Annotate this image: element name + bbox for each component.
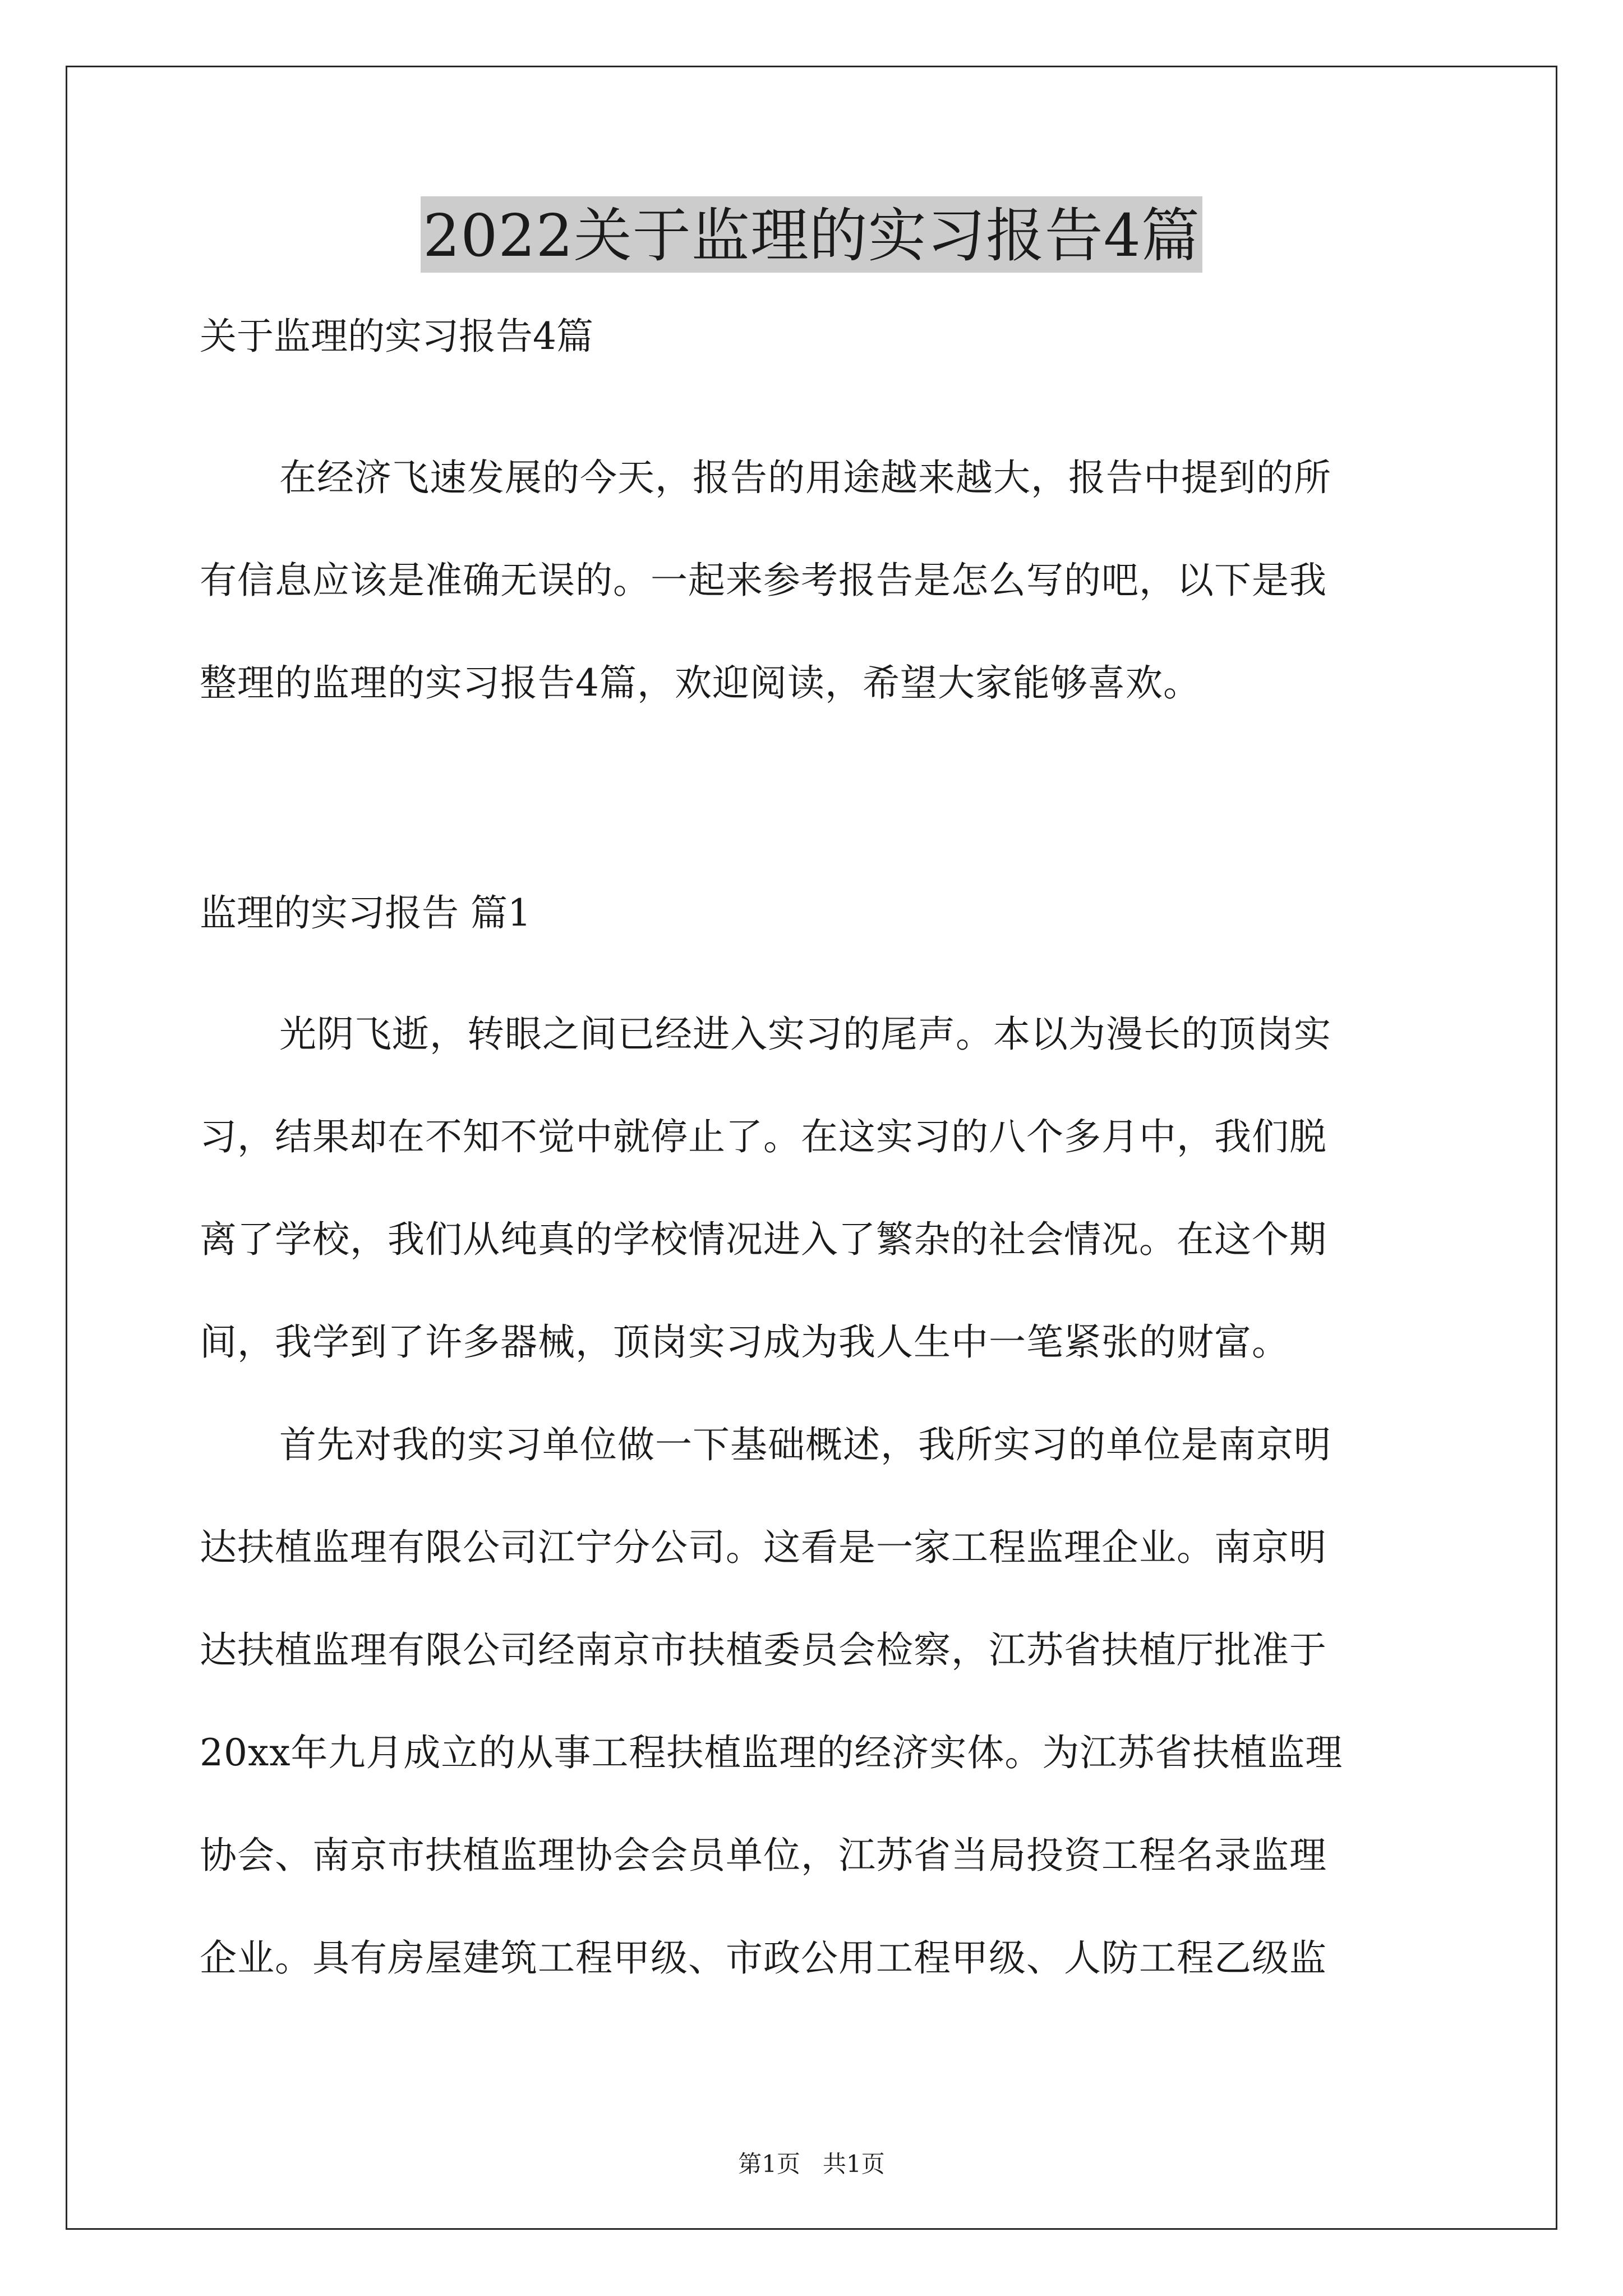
paragraph-line: 间，我学到了许多器械，顶岗实习成为我人生中一笔紧张的财富。 <box>200 1320 1289 1364</box>
intro-line: 在经济飞速发展的今天，报告的用途越来越大，报告中提到的所 <box>279 456 1331 499</box>
intro-line: 有信息应该是准确无误的。一起来参考报告是怎么写的吧，以下是我 <box>200 559 1327 602</box>
section-paragraph-1 <box>200 983 1428 1393</box>
paragraph-line: 首先对我的实习单位做一下基础概述，我所实习的单位是南京明 <box>279 1423 1331 1466</box>
intro-line: 整理的监理的实习报告4篇，欢迎阅读，希望大家能够喜欢。 <box>200 661 1201 705</box>
paragraph-line: 光阴飞逝，转眼之间已经进入实习的尾声。本以为漫长的顶岗实 <box>279 1013 1331 1056</box>
document-subtitle: 关于监理的实习报告4篇 <box>200 315 593 358</box>
paragraph-line: 20xx年九月成立的从事工程扶植监理的经济实体。为江苏省扶植监理 <box>200 1731 1343 1774</box>
section-heading: 监理的实习报告 篇1 <box>200 891 531 935</box>
page-footer: 第1页 共1页 <box>738 2150 885 2178</box>
paragraph-line: 达扶植监理有限公司经南京市扶植委员会检察，江苏省扶植厅批准于 <box>200 1628 1327 1672</box>
paragraph-line: 达扶植监理有限公司江宁分公司。这看是一家工程监理企业。南京明 <box>200 1526 1327 1569</box>
paragraph-line: 离了学校，我们从纯真的学校情况进入了繁杂的社会情况。在这个期 <box>200 1218 1327 1261</box>
paragraph-line: 协会、南京市扶植监理协会会员单位，江苏省当局投资工程名录监理 <box>200 1834 1327 1877</box>
document-title-wrapper <box>0 196 1623 273</box>
paragraph-line: 习，结果却在不知不觉中就停止了。在这实习的八个多月中，我们脱 <box>200 1115 1327 1158</box>
intro-paragraph <box>200 426 1428 734</box>
section-paragraph-2 <box>200 1393 1428 2009</box>
paragraph-line: 企业。具有房屋建筑工程甲级、市政公用工程甲级、人防工程乙级监 <box>200 1936 1327 1980</box>
document-title: 2022关于监理的实习报告4篇 <box>421 196 1202 273</box>
